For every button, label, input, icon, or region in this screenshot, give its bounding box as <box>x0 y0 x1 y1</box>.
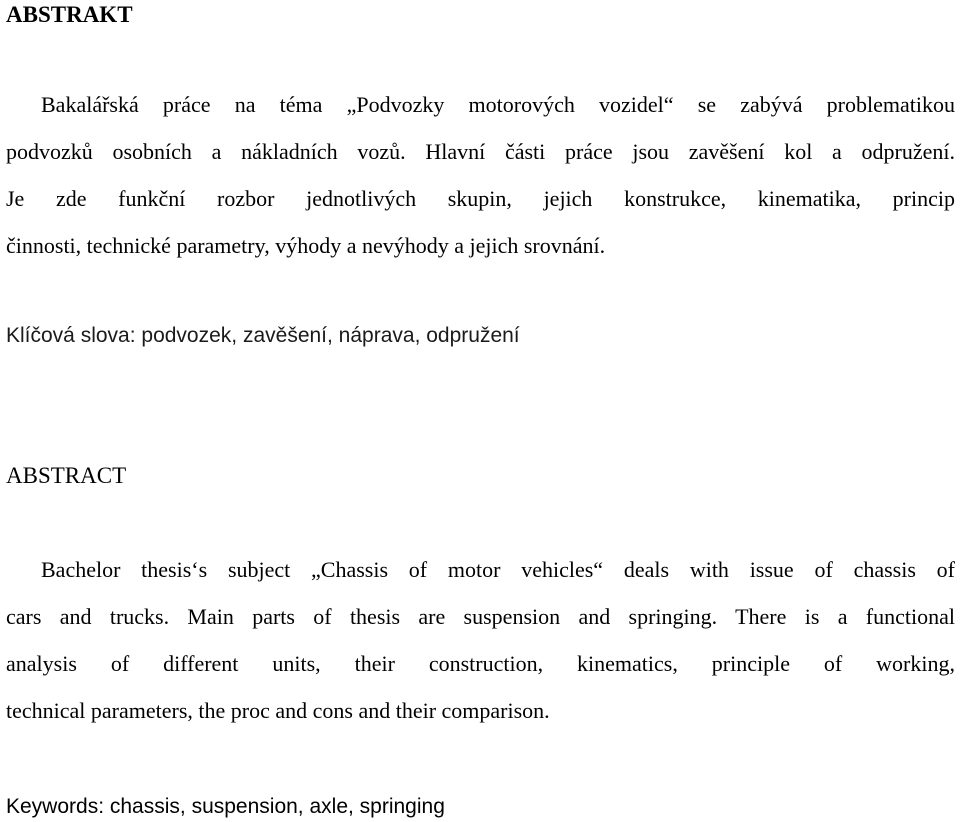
czech-paragraph-line: podvozků osobních a nákladních vozů. Hlavní části práce jsou zavěšení kol a odpružení. <box>6 139 955 164</box>
english-paragraph-line: cars and trucks. Main parts of thesis are suspension and springing. There is a functional <box>6 604 955 629</box>
english-abstract-heading: ABSTRACT <box>6 463 127 488</box>
english-paragraph-line: technical parameters, the proc and cons and their comparison. <box>6 698 550 723</box>
czech-paragraph-line: Bakalářská práce na téma „Podvozky motorových vozidel“ se zabývá problematikou <box>41 92 955 117</box>
czech-abstract-heading: ABSTRAKT <box>6 2 133 27</box>
english-keywords: Keywords: chassis, suspension, axle, springing <box>6 795 445 818</box>
czech-keywords: Klíčová slova: podvozek, zavěšení, náprava, odpružení <box>6 324 520 347</box>
czech-abstract-paragraph <box>6 81 955 269</box>
czech-paragraph-line: činnosti, technické parametry, výhody a nevýhody a jejich srovnání. <box>6 233 606 258</box>
english-paragraph-line: Bachelor thesis‘s subject „Chassis of motor vehicles“ deals with issue of chassis of <box>41 557 955 582</box>
english-paragraph-line: analysis of different units, their construction, kinematics, principle of working, <box>6 651 955 676</box>
english-abstract-paragraph <box>6 546 955 734</box>
czech-paragraph-line: Je zde funkční rozbor jednotlivých skupin, jejich konstrukce, kinematika, princip <box>6 186 955 211</box>
